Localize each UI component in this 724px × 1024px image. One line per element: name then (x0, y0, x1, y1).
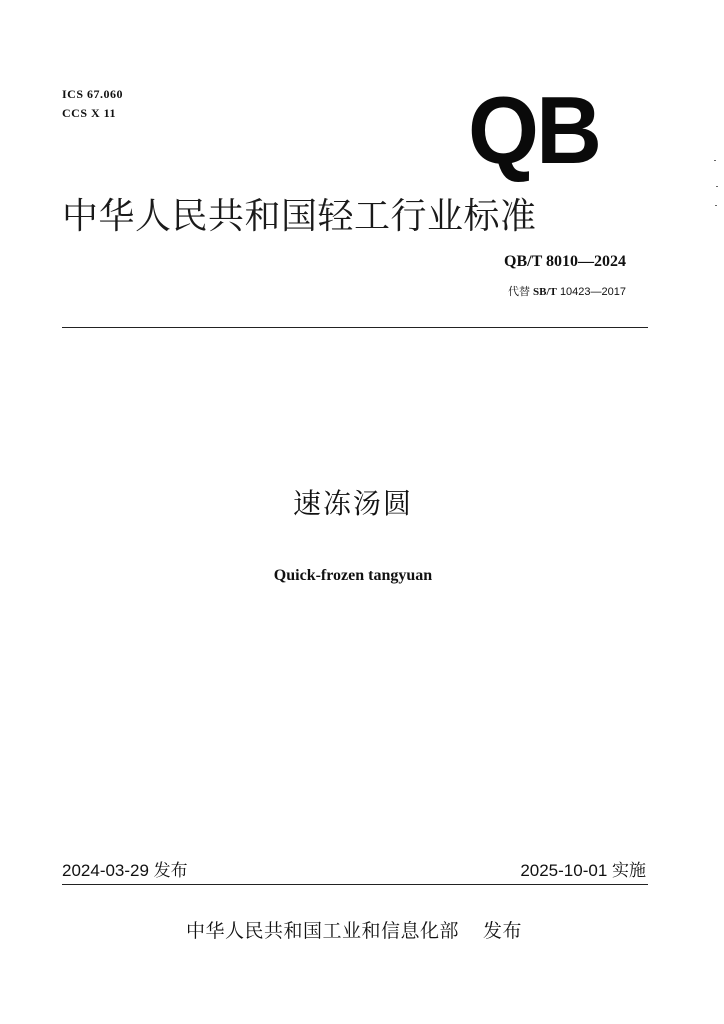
ics-code: ICS 67.060 (62, 87, 124, 101)
standard-body-title: 中华人民共和国轻工行业标准 (62, 196, 537, 237)
standard-number: QB/T 8010—2024 (504, 253, 626, 270)
replaces-number: 10423—2017 (559, 286, 626, 298)
issuer-action: 发布 (483, 921, 523, 942)
implementation-date: 2025-10-01 实施 (520, 861, 646, 880)
scan-speck (715, 205, 717, 206)
document-title-english: Quick-frozen tangyuan (273, 567, 433, 584)
scan-speck (714, 160, 716, 161)
replaces-line (508, 283, 626, 299)
document-title-chinese: 速冻汤圆 (292, 487, 413, 520)
replaces-code: SB/T (533, 286, 557, 298)
qb-logo: QB (468, 77, 600, 184)
top-divider (62, 327, 648, 328)
issue-date: 2024-03-29 发布 (62, 861, 188, 880)
issuer-line (186, 916, 522, 943)
scan-speck (716, 186, 718, 187)
bottom-divider (62, 884, 648, 885)
replaces-prefix: 代替 (507, 286, 530, 298)
issuer-name: 中华人民共和国工业和信息化部 (186, 921, 460, 942)
ccs-code: CCS X 11 (62, 106, 117, 120)
